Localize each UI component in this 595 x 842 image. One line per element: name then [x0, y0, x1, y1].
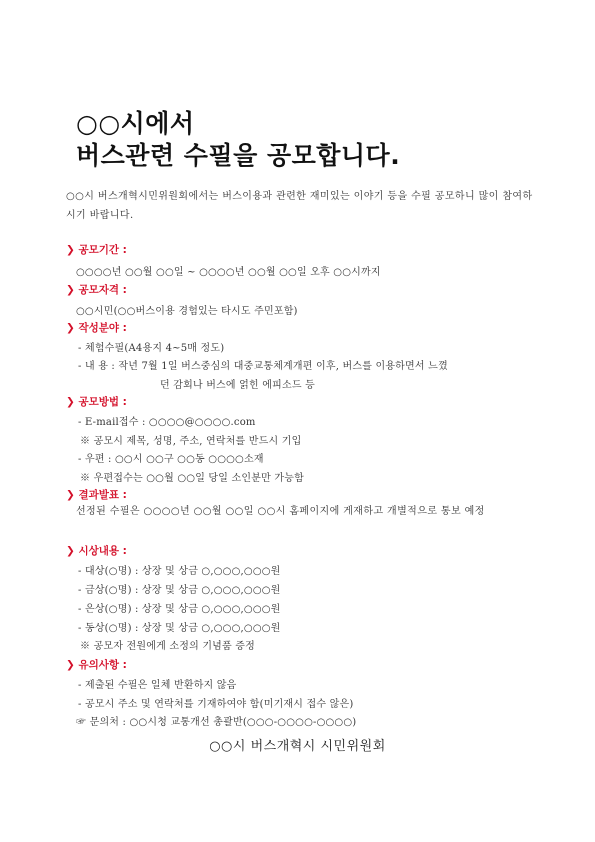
result-text: 선정된 수필은 ○○○○년 ○○월 ○○일 ○○시 홈페이지에 게재하고 개별적으로 통보 예정	[76, 506, 485, 517]
intro-paragraph: ○○시 버스개혁시민위원회에서는 버스이용과 관련한 재미있는 이야기 등을 수필 공모하니 많이 참여하시기 바랍니다.	[66, 191, 533, 221]
award-gold: - 금상(○명) : 상장 및 상금 ○,○○○,○○○원	[78, 585, 281, 596]
field-line-1: - 체험수필(A4용지 4~5매 정도)	[78, 343, 225, 354]
page-title	[76, 108, 400, 172]
eligibility-text: ○○시민(○○버스이용 경험있는 타시도 주민포함)	[76, 306, 298, 317]
heading-notes: ❯ 유의사항 :	[66, 659, 127, 671]
period-text: ○○○○년 ○○월 ○○일 ~ ○○○○년 ○○월 ○○일 오후 ○○시까지	[76, 267, 381, 278]
field-line-2: - 내 용 : 작년 7월 1일 버스중심의 대중교통체계개편 이후, 버스를 이용하면서 느꼈	[78, 361, 448, 372]
notes-line-1: - 제출된 수필은 일체 반환하지 않음	[78, 680, 237, 691]
heading-eligibility: ❯ 공모자격 :	[66, 284, 127, 296]
notes-line-2: - 공모시 주소 및 연락처를 기재하여야 함(미기재시 접수 않은)	[78, 699, 354, 710]
heading-period: ❯ 공모기간 :	[66, 244, 127, 256]
title-line-2: 버스관련 수필을 공모합니다.	[76, 141, 401, 170]
contact-line: ☞ 문의처 : ○○시청 교통개선 총괄반(○○○-○○○○-○○○○)	[76, 717, 357, 728]
heading-awards: ❯ 시상내용 :	[66, 545, 127, 557]
method-line-1: - E-mail접수 : ○○○○@○○○○.com	[78, 417, 256, 428]
organization-signature: ○○시 버스개혁시 시민위원회	[209, 739, 386, 754]
method-line-4: ※ 우편접수는 ○○월 ○○일 당일 소인분만 가능함	[80, 473, 304, 484]
award-grand: - 대상(○명) : 상장 및 상금 ○,○○○,○○○원	[78, 566, 281, 577]
heading-field: ❯ 작성분야 :	[66, 322, 127, 334]
method-line-2: ※ 공모시 제목, 성명, 주소, 연락처를 반드시 기입	[80, 436, 302, 447]
award-note: ※ 공모자 전원에게 소정의 기념품 증정	[80, 641, 255, 652]
award-silver: - 은상(○명) : 상장 및 상금 ○,○○○,○○○원	[78, 604, 281, 615]
title-line-1: ○○시에서	[76, 109, 195, 138]
award-bronze: - 동상(○명) : 상장 및 상금 ○,○○○,○○○원	[78, 623, 281, 634]
field-line-3: 던 감회나 버스에 얽힌 에피소드 등	[160, 380, 315, 391]
method-line-3: - 우편 : ○○시 ○○구 ○○동 ○○○○소재	[78, 454, 264, 465]
heading-method: ❯ 공모방법 :	[66, 396, 127, 408]
heading-result: ❯ 결과발표 :	[66, 489, 127, 501]
